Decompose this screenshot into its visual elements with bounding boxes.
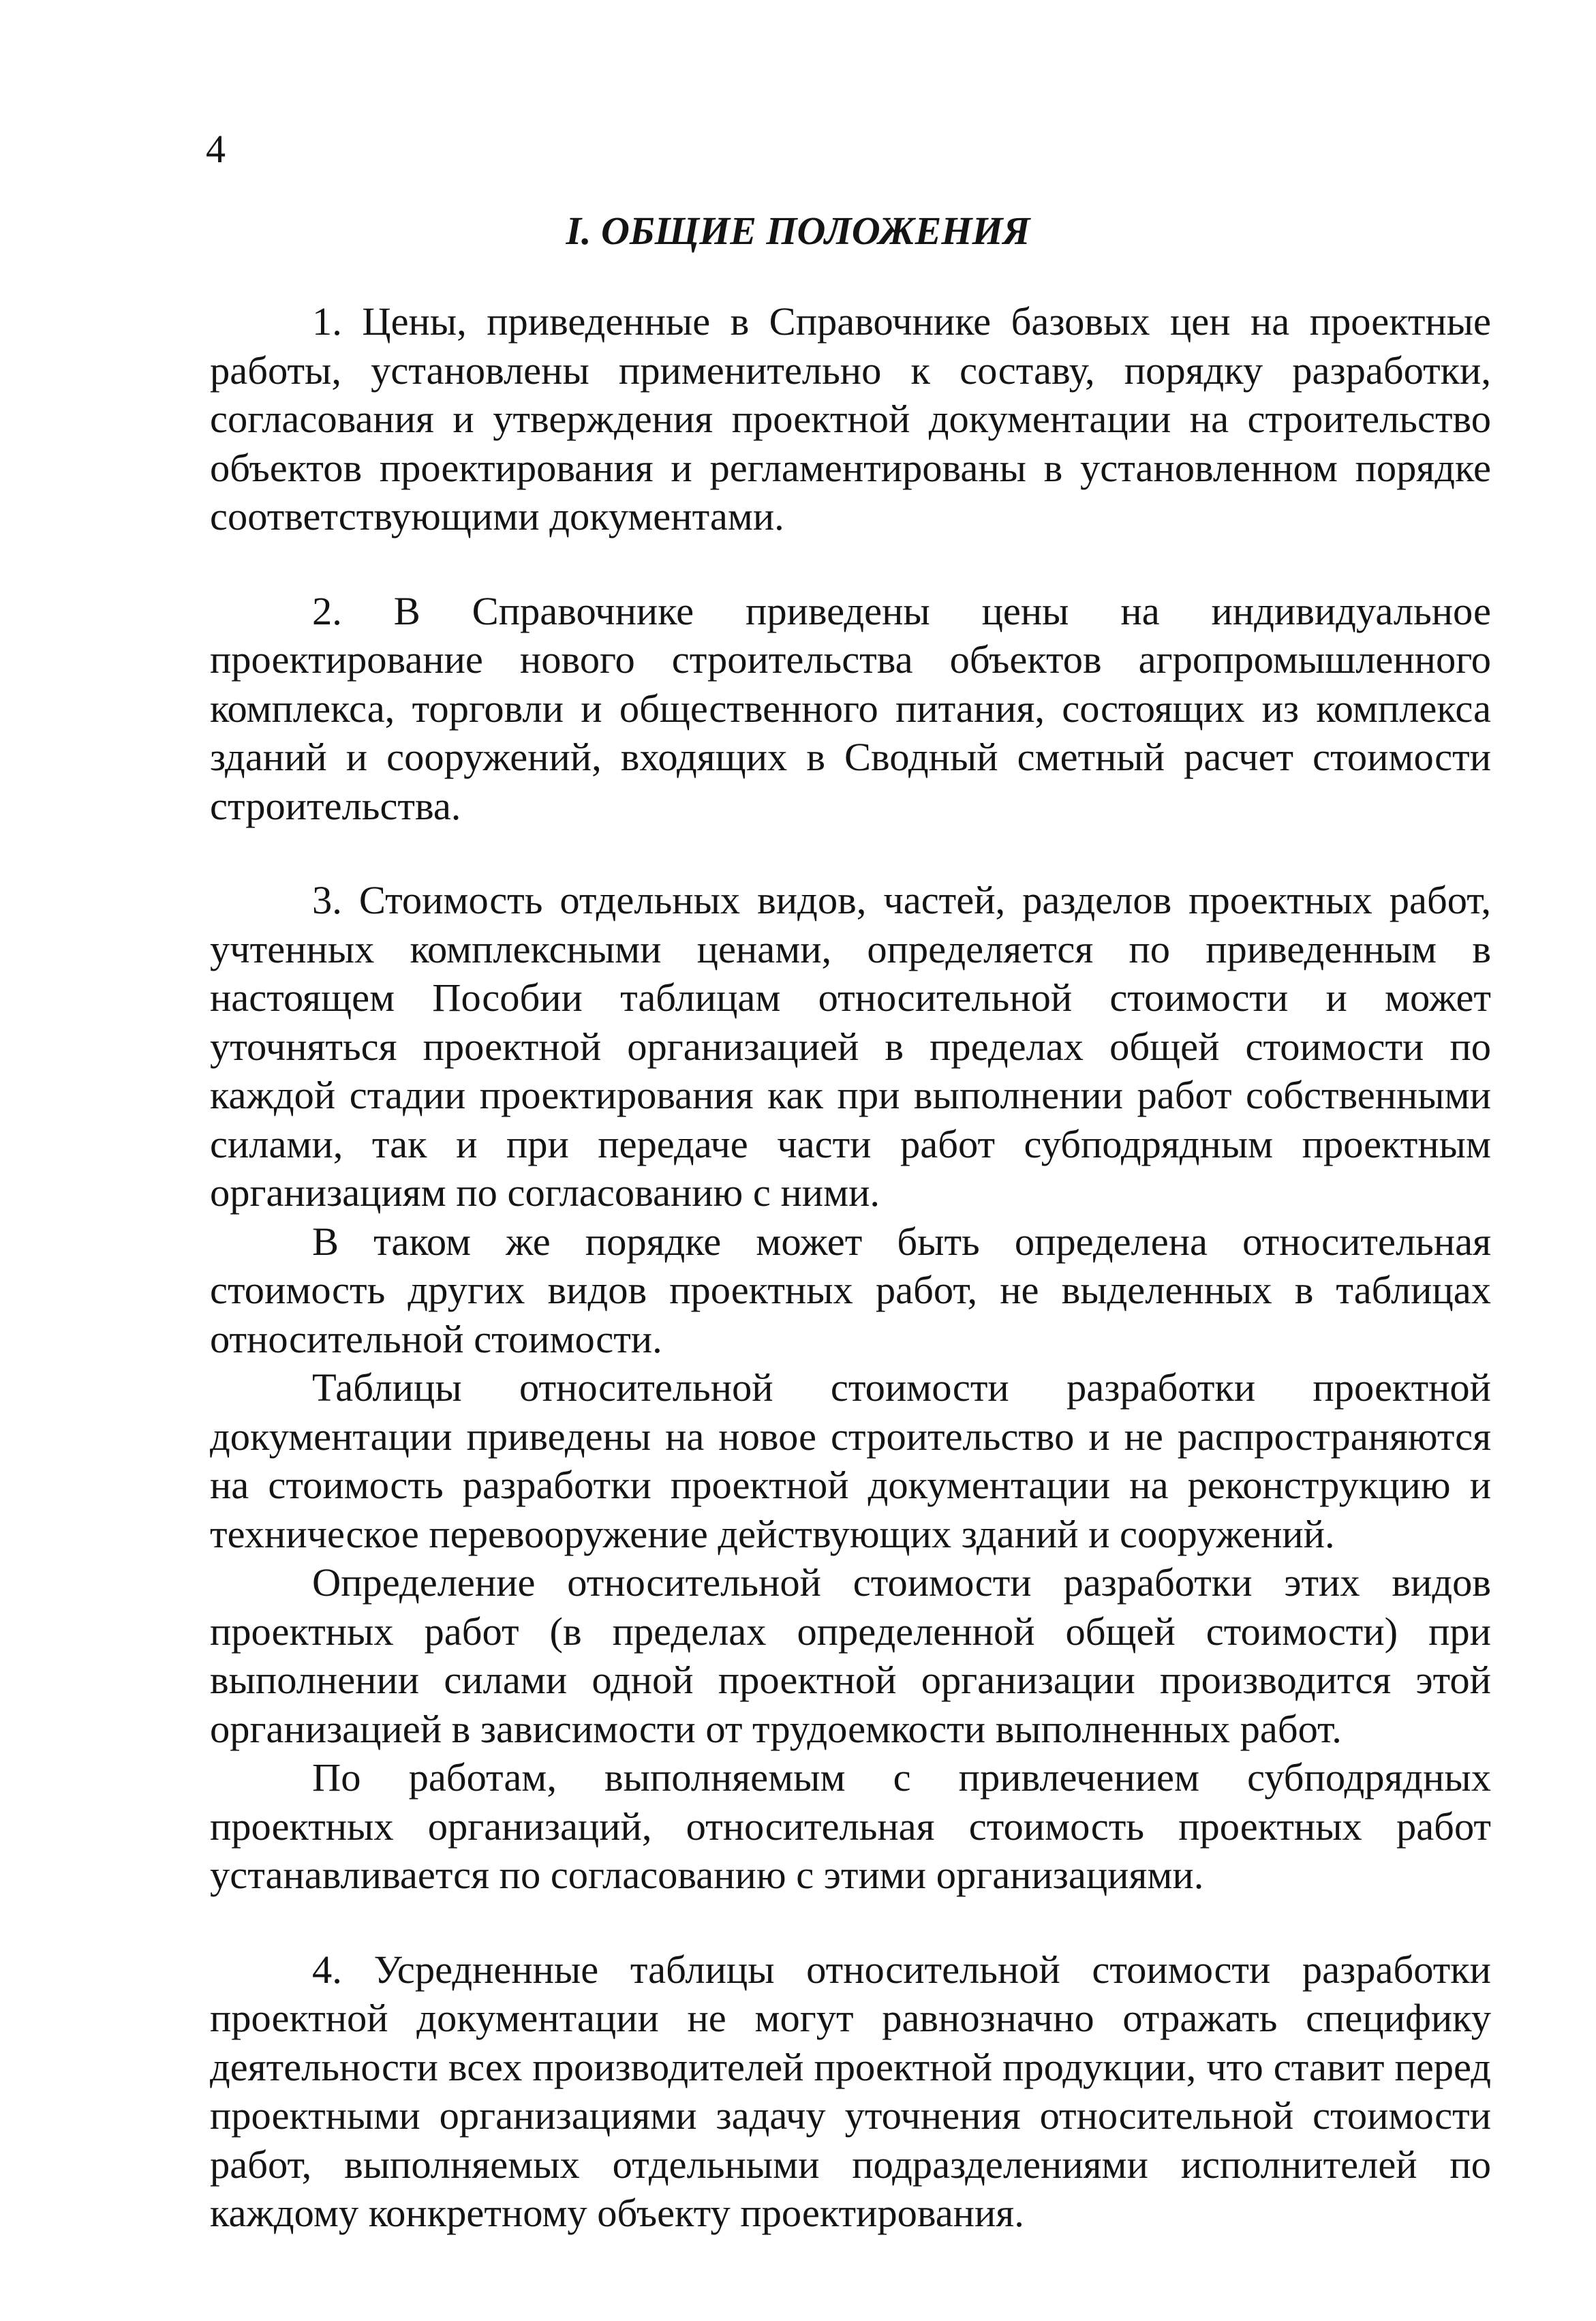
paragraph-3-continuation-2: Таблицы относительной стоимости разработки проектной документации приведены на новое строительство и не распространяются на стоимость разработки проектной документации на реконструкцию и техническое перевооружение действующих зданий и сооружений. [210,1365,1491,1556]
paragraph-1: 1. Цены, приведенные в Справочнике базовых цен на проектные работы, установлены применительно к составу, порядку разработки, согласования и утверждения проектной документации на строительство объектов проектирования и регламентированы в установленном порядке соответствующими документами. [210,299,1491,538]
paragraph-3-continuation-1: В таком же порядке может быть определена относительная стоимость других видов проектных работ, не выделенных в таблицах относительной стоимости. [210,1219,1491,1361]
section-title: I. ОБЩИЕ ПОЛОЖЕНИЯ [566,209,1030,253]
paragraph-3: 3. Стоимость отдельных видов, частей, разделов проектных работ, учтенных комплексными ценами, определяется по приведенным в настоящем Пособии таблицам относительной стоимости и может уточняться проектной организацией в пределах общей стоимости по каждой стадии проектирования как при выполнении работ собственными силами, так и при передаче части работ субподрядным проектным организациям по согласованию с ними. [210,878,1491,1215]
paragraph-3-continuation-4: По работам, выполняемым с привлечением субподрядных проектных организаций, относительная стоимость проектных работ устанавливается по согласованию с этими организациями. [210,1755,1491,1897]
page-number: 4 [206,127,226,171]
body-text [210,297,1491,2238]
paragraph-4: 4. Усредненные таблицы относительной стоимости разработки проектной документации не могут равнозначно отражать специфику деятельности всех производителей проектной продукции, что ставит перед проектными организациями задачу уточнения относительной стоимости работ, выполняемых отдельными подразделениями исполнителей по каждому конкретному объекту проектирования. [210,1947,1491,2235]
paragraph-2: 2. В Справочнике приведены цены на индивидуальное проектирование нового строительства объектов агропромышленного комплекса, торговли и общественного питания, состоящих из комплекса зданий и сооружений, входящих в Сводный сметный расчет стоимости строительства. [210,588,1491,828]
paragraph-3-continuation-3: Определение относительной стоимости разработки этих видов проектных работ (в пределах определенной общей стоимости) при выполнении силами одной проектной организации производится этой организацией в зависимости от трудоемкости выполненных работ. [210,1560,1491,1751]
